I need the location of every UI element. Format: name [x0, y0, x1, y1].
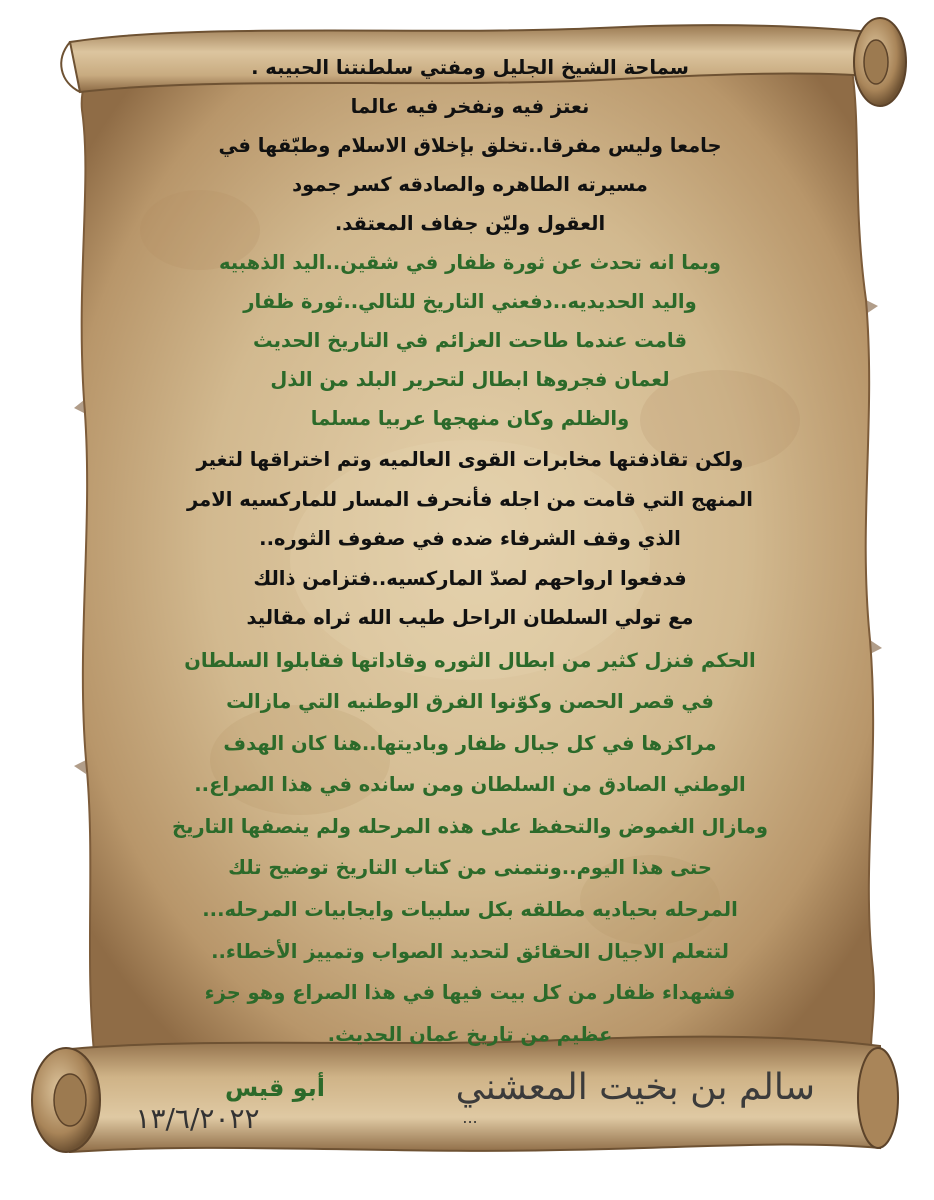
paragraph-2	[130, 243, 810, 438]
text-line: جامعا وليس مفرقا..تخلق بإخلاق الاسلام وطبّقها في	[218, 134, 722, 157]
text-line: مسيرته الطاهره والصادقه كسر جمود	[292, 173, 648, 196]
text-line: لعمان فجروها ابطال لتحرير البلد من الذل	[270, 368, 670, 391]
text-line: المرحله بحياديه مطلقه بكل سلبيات وايجابيات المرحله...	[202, 898, 738, 922]
text-line: حتى هذا اليوم..ونتمنى من كتاب التاريخ توضيح تلك	[228, 856, 712, 880]
signature-kunya: أبو قيس	[224, 1074, 326, 1102]
text-line: المنهج التي قامت من اجله فأنحرف المسار للماركسيه الامر	[187, 487, 753, 511]
signature-name: سالم بن بخيت المعشني	[455, 1067, 815, 1108]
text-line: مع تولي السلطان الراحل طيب الله ثراه مقاليد	[246, 606, 694, 629]
text-line: في قصر الحصن وكوّنوا الفرق الوطنيه التي مازالت	[226, 690, 714, 714]
text-line: العقول وليّن جفاف المعتقد.	[334, 212, 606, 235]
text-line: نعتز فيه ونفخر فيه عالما	[350, 95, 590, 118]
text-line: الوطني الصادق من السلطان ومن سانده في هذا الصراع..	[194, 773, 746, 797]
text-line: فدفعوا ارواحهم لصدّ الماركسيه..فتزامن ذالك	[253, 566, 687, 590]
text-line: ومازال الغموض والتحفظ على هذه المرحله ولم ينصفها التاريخ	[172, 814, 768, 838]
letter-body	[130, 48, 810, 1058]
text-line: سماحة الشيخ الجليل ومفتي سلطنتنا الحبيبه .	[251, 56, 689, 79]
text-line: واليد الحديديه..دفعني التاريخ للتالي..ثورة ظفار	[243, 290, 697, 313]
text-line: وبما انه تحدث عن ثورة ظفار في شقين..اليد الذهبيه	[218, 251, 722, 274]
text-line: لتتعلم الاجيال الحقائق لتحديد الصواب وتمييز الأخطاء..	[211, 939, 729, 963]
paragraph-1	[130, 48, 810, 243]
text-line: والظلم وكان منهجها عربيا مسلما	[310, 407, 630, 430]
paragraph-3	[130, 440, 810, 638]
text-line: مراكزها في كل جبال ظفار وباديتها..هنا كان الهدف	[223, 731, 717, 755]
signature-dots: ...	[462, 1108, 478, 1127]
text-line: فشهداء ظفار من كل بيت فيها في هذا الصراع وهو جزء	[204, 981, 736, 1005]
text-line: قامت عندما طاحت العزائم في التاريخ الحديث	[253, 329, 687, 352]
text-line: الحكم فنزل كثير من ابطال الثوره وقاداتها فقابلوا السلطان	[184, 648, 756, 672]
text-line: الذي وقف الشرفاء ضده في صفوف الثوره..	[259, 527, 681, 550]
paragraph-4	[130, 640, 810, 1056]
text-line: ولكن تقاذفتها مخابرات القوى العالميه وتم اختراقها لتغير	[196, 448, 744, 471]
text-line: عظيم من تاريخ عمان الحديث.	[327, 1022, 613, 1046]
letter-date: ١٣/٦/٢٠٢٢	[135, 1102, 260, 1135]
